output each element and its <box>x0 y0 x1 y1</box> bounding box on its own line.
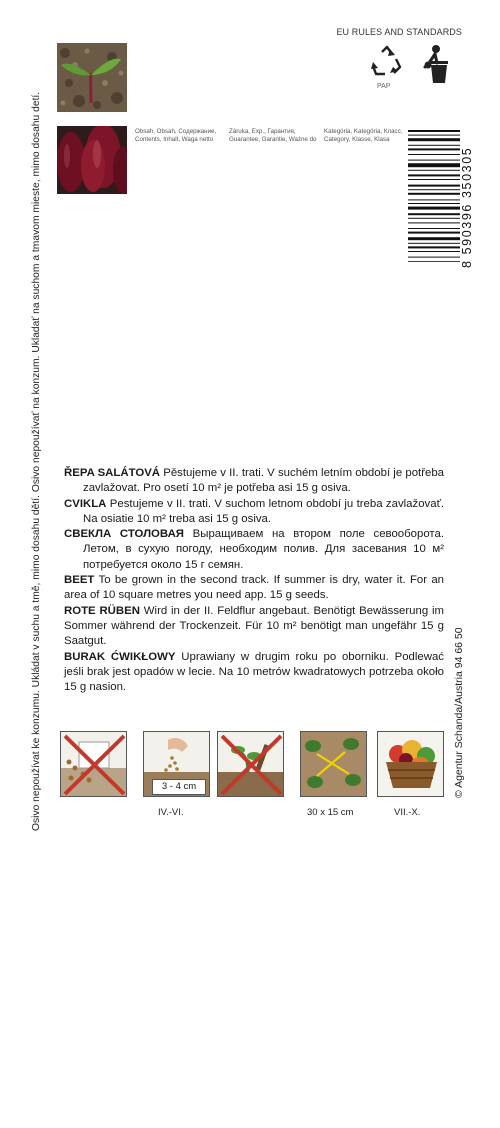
sowing-description <box>64 466 444 695</box>
barcode-bar <box>408 257 460 258</box>
harvest-basket-icon <box>377 731 444 797</box>
barcode-number: 8 590396 350305 <box>460 146 474 268</box>
contents-label: Obsah, Obsah, Содержание, Contents, Inhalt, Waga netto <box>135 128 217 143</box>
description-polish: BURAK ĆWIKŁOWY Uprawiany w drugim roku po oborniku. Podlewać jeśli brak jest opadów w lecie. Na 10 metrów kwadratowych potrzeba około 15 g nasion. <box>64 650 444 694</box>
barcode-bar <box>408 193 460 195</box>
barcode-bar <box>408 199 460 200</box>
barcode-bar <box>408 213 460 215</box>
seedling-photo <box>57 43 127 112</box>
barcode-bar <box>408 228 460 229</box>
barcode-bar <box>408 207 460 210</box>
barcode-bar <box>408 246 460 248</box>
no-transplanting-icon <box>217 731 284 797</box>
sow-into-ground-icon <box>143 731 210 797</box>
barcode-bar <box>408 179 460 180</box>
description-slovak: CVIKLA Pestujeme v II. trati. V suchom letnom období ju treba zavlažovať. Na osiatie 10 m² treba asi 15 g osiva. <box>64 497 445 525</box>
barcode-bar <box>408 232 460 234</box>
barcode-bar <box>408 163 460 167</box>
barcode-bar <box>408 138 460 141</box>
description-german: ROTE RÜBEN Wird in der II. Feldflur angebaut. Benötigt Bewässerung im Sommer während der Trockenzeit. Für 10 m² benötigt man ungefähr 15 g Saatgut. <box>64 604 444 648</box>
barcode-bar <box>408 218 460 219</box>
barcode-bar <box>408 160 460 161</box>
barcode-bar <box>408 148 460 150</box>
pap-label: PAP <box>377 83 391 90</box>
barcode-bar <box>408 237 460 240</box>
guarantee-label: Záruka, Exp., Гарантия, Guarantee, Garantie, Ważne do <box>229 128 317 143</box>
barcode-bar <box>408 154 460 155</box>
no-pregrowing-icon <box>60 731 127 797</box>
plant-spacing: 30 x 15 cm <box>307 807 354 818</box>
barcode-bar <box>408 261 460 262</box>
barcode-bar <box>408 251 460 252</box>
harvest-period: VII.-X. <box>394 807 421 818</box>
barcode-bar <box>408 185 460 187</box>
barcode-bar <box>408 222 460 223</box>
category-label: Kategória, Kategória, Класс, Category, Klasse, Klasa <box>324 128 403 143</box>
description-czech: ŘEPA SALÁTOVÁ Pěstujeme v II. trati. V suchém letním období je potřeba zavlažovat. Pro osetí 10 m² je potřeba asi 15 g osiva. <box>64 467 444 495</box>
barcode-bar <box>408 203 460 204</box>
eu-rules-title: EU RULES AND STANDARDS <box>336 27 462 37</box>
storage-warning-text: Osivo nepoužívat ke konzumu. Ukládat v suchu a tmě, mimo dosahu dětí. Osivo nepoužívať na konzum. Ukladať na suchom a tmavom mieste, mimo dosahu detí. <box>31 91 42 831</box>
recycle-icon <box>370 45 404 84</box>
barcode-bar <box>408 145 460 146</box>
barcode <box>408 130 460 262</box>
barcode-bar <box>408 135 460 136</box>
barcode-bar <box>408 174 460 176</box>
barcode-bar <box>408 130 460 132</box>
barcode-bar <box>408 170 460 171</box>
sowing-depth: 3 - 4 cm <box>152 779 206 795</box>
barcode-bar <box>408 189 460 190</box>
description-russian: СВЕКЛА СТОЛОВАЯ Выращиваем на втором поле севооборота. Летом, в сухую погоду, необходим полив. Для засевания 10 м² потребуется около 15 г семян. <box>64 528 444 571</box>
plant-spacing-icon <box>300 731 367 797</box>
barcode-bar <box>408 243 460 244</box>
beet-photo <box>57 126 127 194</box>
sowing-period: IV.-VI. <box>158 807 184 818</box>
description-english: BEET To be grown in the second track. If summer is dry, water it. For an area of 10 square metres you need app. 15 g seeds. <box>64 574 445 602</box>
trash-bin-icon <box>415 43 453 92</box>
agentur-credit: © Agentur Schanda/Austria 94 66 50 <box>453 627 465 798</box>
